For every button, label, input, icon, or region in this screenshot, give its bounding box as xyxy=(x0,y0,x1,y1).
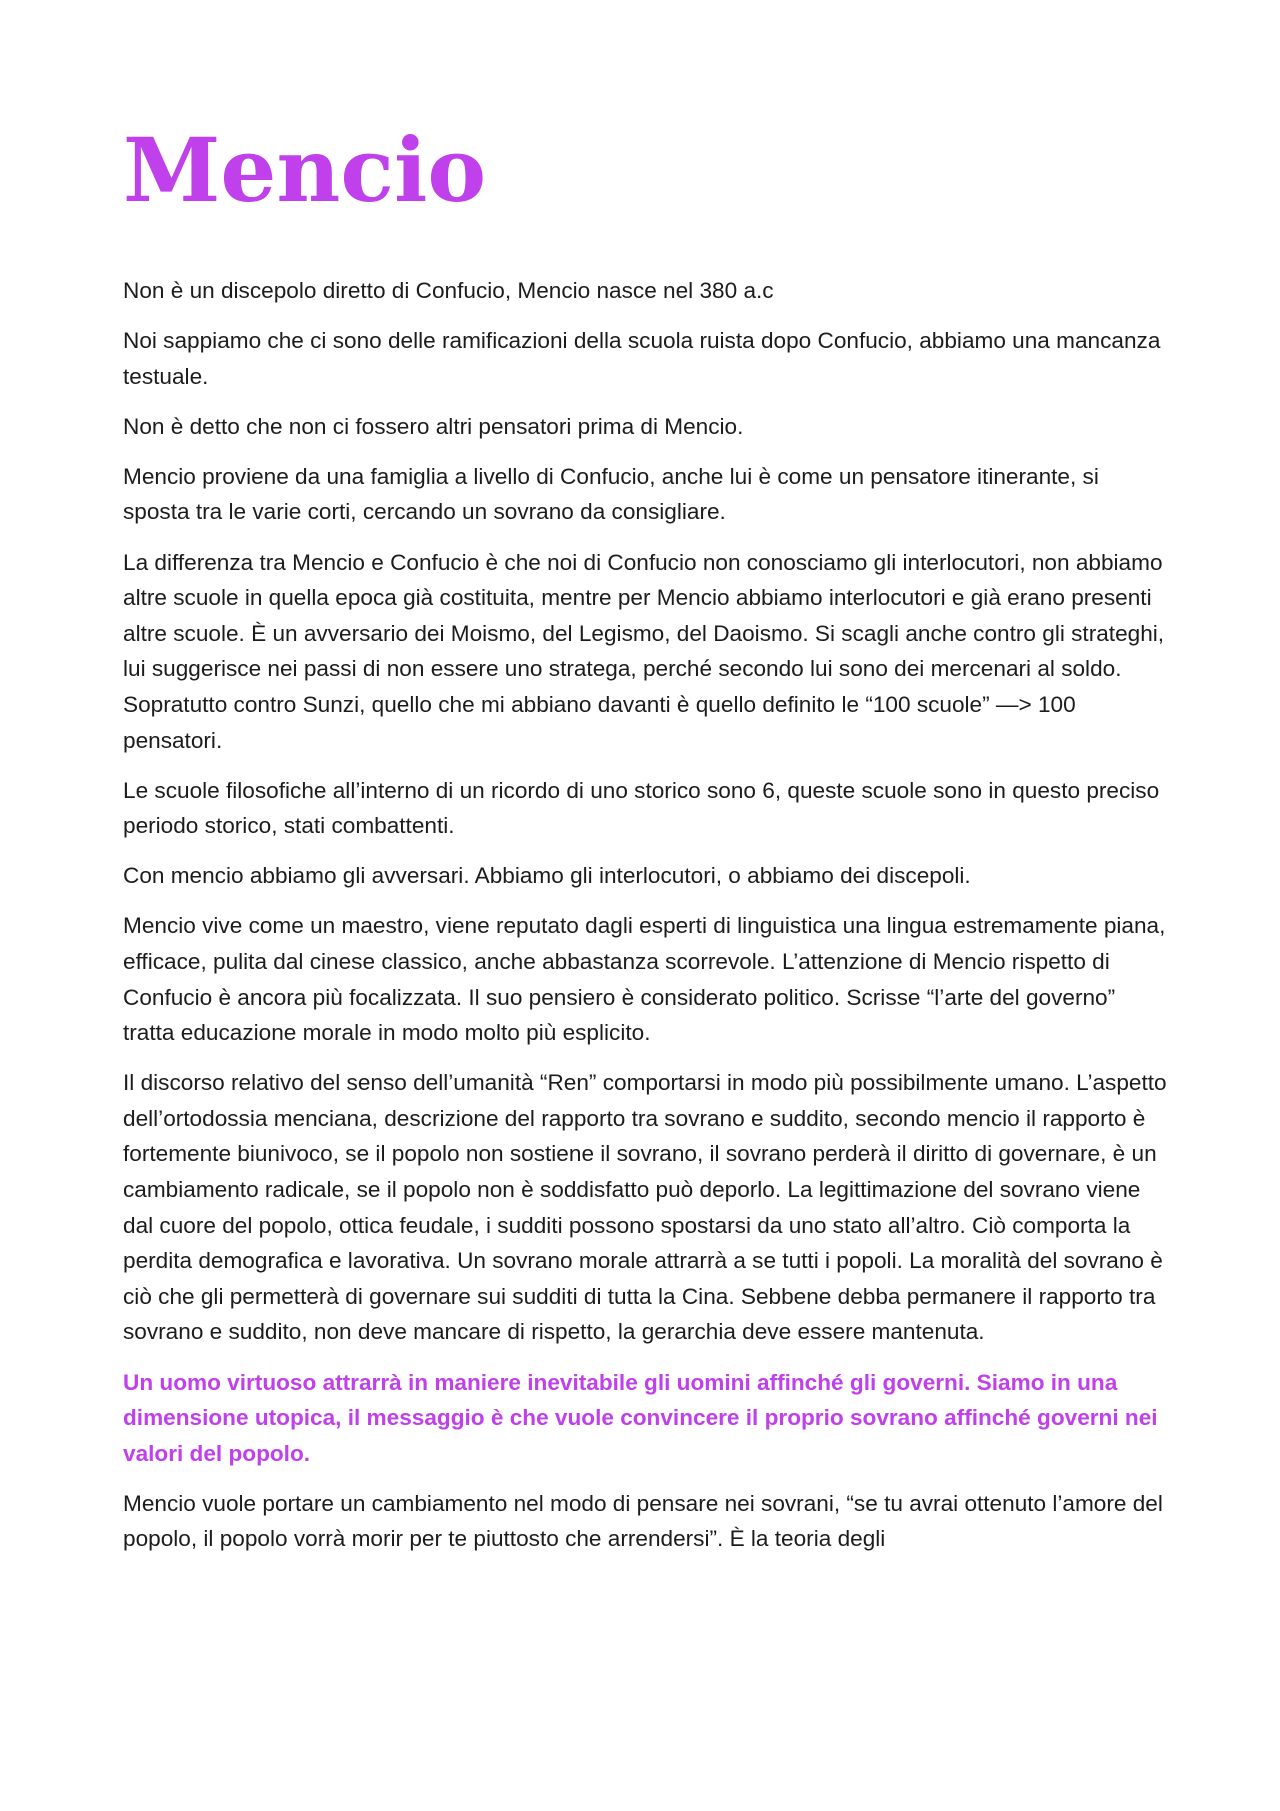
document-body xyxy=(123,273,1168,1572)
paragraph: Mencio vuole portare un cambiamento nel modo di pensare nei sovrani, “se tu avrai ottenuto l’amore del popolo, il popolo vorrà morir per te piuttosto che arrendersi”. È la teoria degli xyxy=(123,1490,1163,1552)
page-title: Mencio xyxy=(123,118,487,222)
paragraph: Non è detto che non ci fossero altri pensatori prima di Mencio. xyxy=(123,413,744,439)
highlighted-paragraph: Un uomo virtuoso attrarrà in maniere inevitabile gli uomini affinché gli governi. Siamo in una dimensione utopica, il messaggio è che vuole convincere il proprio sovrano affinché governi nei valori del popolo. xyxy=(123,1369,1158,1466)
paragraph: Con mencio abbiamo gli avversari. Abbiamo gli interlocutori, o abbiamo dei discepoli. xyxy=(123,863,971,889)
paragraph: Le scuole filosofiche all’interno di un ricordo di uno storico sono 6, queste scuole sono in questo preciso periodo storico, stati combattenti. xyxy=(123,777,1160,839)
paragraph: Mencio vive come un maestro, viene reputato dagli esperti di linguistica una lingua estremamente piana, efficace, pulita dal cinese classico, anche abbastanza scorrevole. L’attenzione di Mencio rispetto di Confucio è ancora più focalizzata. Il suo pensiero è considerato politico. Scrisse “l’arte del governo” tratta educazione morale in modo molto più esplicito. xyxy=(123,913,1166,1046)
paragraph: Non è un discepolo diretto di Confucio, Mencio nasce nel 380 a.c xyxy=(123,278,774,303)
paragraph: Il discorso relativo del senso dell’umanità “Ren” comportarsi in modo più possibilmente umano. L’aspetto dell’ortodossia menciana, descrizione del rapporto tra sovrano e suddito, secondo mencio il rapporto è fortemente biunivoco, se il popolo non sostiene il sovrano, il sovrano perderà il diritto di governare, è un cambiamento radicale, se il popolo non è soddisfatto può deporlo. La legittimazione del sovrano viene dal cuore del popolo, ottica feudale, i sudditi possono spostarsi da uno stato all’altro. Ciò comporta la perdita demografica e lavorativa. Un sovrano morale attrarrà a se tutti i popoli. La moralità del sovrano è ciò che gli permetterà di governare sui sudditi di tutta la Cina. Sebbene debba permanere il rapporto tra sovrano e suddito, non deve mancare di rispetto, la gerarchia deve essere mantenuta. xyxy=(123,1070,1167,1345)
paragraph: La differenza tra Mencio e Confucio è che noi di Confucio non conosciamo gli interlocutori, non abbiamo altre scuole in quella epoca già costituita, mentre per Mencio abbiamo interlocutori e già erano presenti altre scuole. È un avversario dei Moismo, del Legismo, del Daoismo. Si scagli anche contro gli strateghi, lui suggerisce nei passi di non essere uno stratega, perché secondo lui sono dei mercenari al soldo. Sopratutto contro Sunzi, quello che mi abbiano davanti è quello definito le “100 scuole” —> 100 pensatori. xyxy=(123,549,1165,753)
paragraph: Noi sappiamo che ci sono delle ramificazioni della scuola ruista dopo Confucio, abbiamo una mancanza testuale. xyxy=(123,328,1161,389)
paragraph: Mencio proviene da una famiglia a livello di Confucio, anche lui è come un pensatore itinerante, si sposta tra le varie corti, cercando un sovrano da consigliare. xyxy=(123,463,1099,525)
